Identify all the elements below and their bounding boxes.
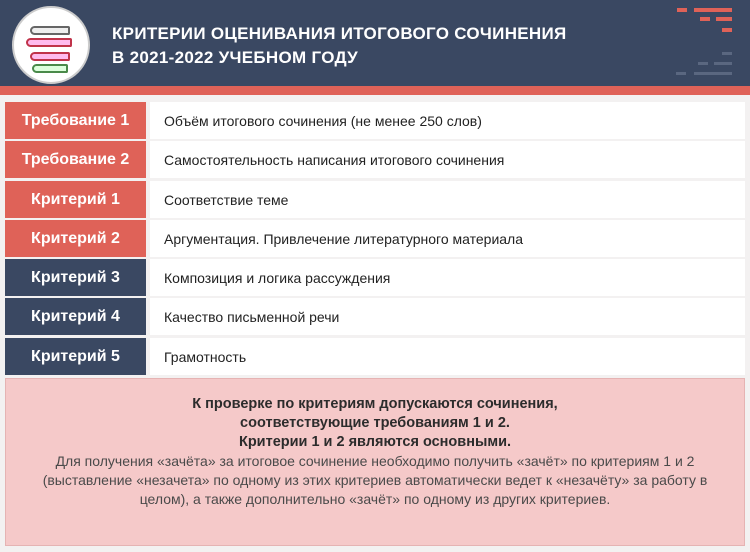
criteria-row [5,298,745,335]
criteria-row [5,259,745,296]
criteria-row [5,338,745,375]
criteria-text: Аргументация. Привлечение литературного материала [150,220,745,257]
info-note [5,378,745,546]
note-bold-line: соответствующие требованиям 1 и 2. [240,415,510,431]
criteria-label: Критерий 3 [5,259,146,296]
criteria-label: Критерий 4 [5,298,146,335]
criteria-text: Качество письменной речи [150,298,745,335]
decor-bar [694,72,732,75]
decor-bar [722,52,732,55]
criteria-row [5,220,745,257]
criteria-label: Требование 1 [5,102,146,139]
criteria-text: Объём итогового сочинения (не менее 250 слов) [150,102,745,139]
criteria-row [5,141,745,178]
criteria-row [5,181,745,218]
decor-bar [676,72,686,75]
criteria-row [5,102,745,139]
criteria-label: Критерий 5 [5,338,146,375]
title-line-1: КРИТЕРИИ ОЦЕНИВАНИЯ ИТОГОВОГО СОЧИНЕНИЯ [112,24,567,43]
logo [12,6,90,84]
header-stripe [0,86,750,95]
page-title [112,22,567,70]
title-line-2: В 2021-2022 УЧЕБНОМ ГОДУ [112,48,358,67]
decor-bar [700,17,710,21]
note-bold-line: Критерии 1 и 2 являются основными. [238,434,512,450]
decor-bar [698,62,708,65]
decor-bar [714,62,732,65]
criteria-text: Грамотность [150,338,745,375]
criteria-text: Композиция и логика рассуждения [150,259,745,296]
header-banner [0,0,750,86]
decor-bar [694,8,732,12]
criteria-label: Критерий 1 [5,181,146,218]
decor-bar [716,17,732,21]
criteria-label: Критерий 2 [5,220,146,257]
criteria-text: Соответствие теме [150,181,745,218]
note-bold-line: К проверке по критериям допускаются сочинения, [192,396,558,412]
decor-bar [677,8,687,12]
decor-bar [722,28,732,32]
criteria-text: Самостоятельность написания итогового сочинения [150,141,745,178]
criteria-label: Требование 2 [5,141,146,178]
note-body: Для получения «зачёта» за итоговое сочинение необходимо получить «зачёт» по критериям 1 и 2 (выставление «незачета» по одному из этих критериев автоматически ведет к «незачёту» за работу в целом), а также дополнительно «зачёт» по одному из других критериев. [42,453,708,507]
